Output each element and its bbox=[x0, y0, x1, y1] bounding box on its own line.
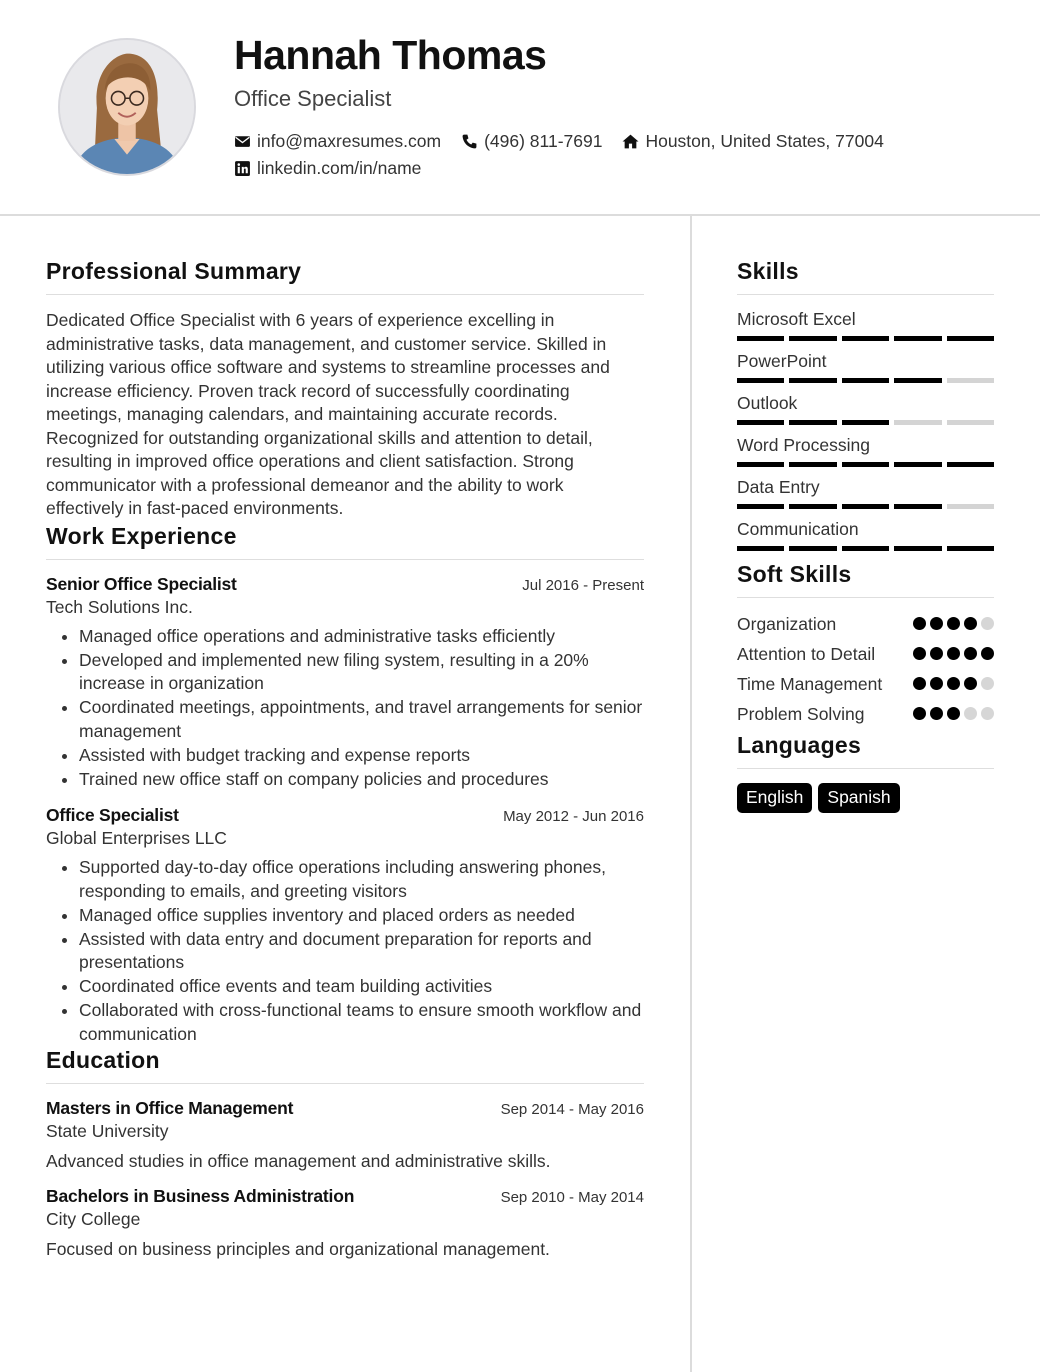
main-column bbox=[46, 258, 644, 1274]
skill-level-segment bbox=[789, 336, 836, 341]
resume-header bbox=[0, 0, 1040, 216]
skill-name: Data Entry bbox=[737, 477, 820, 497]
job-bullet: • Managed office supplies inventory and placed orders as needed bbox=[79, 904, 644, 928]
soft-skill-name: Attention to Detail bbox=[737, 644, 876, 664]
job-date: May 2012 - Jun 2016 bbox=[503, 808, 644, 825]
skill-name: Outlook bbox=[737, 393, 798, 413]
skill-level-segment bbox=[894, 378, 941, 383]
skill-level-bar bbox=[737, 462, 994, 467]
candidate-title: Office Specialist bbox=[234, 86, 392, 111]
education-date: Sep 2010 - May 2014 bbox=[500, 1189, 644, 1206]
linkedin-text: linkedin.com/in/name bbox=[257, 157, 422, 178]
education-heading: Education bbox=[46, 1047, 644, 1084]
soft-skill-item bbox=[737, 612, 994, 636]
job-header bbox=[46, 805, 644, 826]
contact-phone[interactable] bbox=[461, 131, 602, 152]
soft-skill-rating bbox=[913, 617, 994, 630]
location-text: Houston, United States, 77004 bbox=[645, 130, 884, 151]
skill-level-segment bbox=[842, 546, 889, 551]
soft-skill-item bbox=[737, 672, 994, 696]
experience-section bbox=[46, 523, 644, 1047]
column-divider bbox=[690, 216, 692, 1372]
skill-item bbox=[737, 351, 994, 383]
rating-dot bbox=[930, 707, 943, 720]
candidate-name: Hannah Thomas bbox=[234, 32, 547, 78]
rating-dot bbox=[947, 677, 960, 690]
skill-level-segment bbox=[737, 546, 784, 551]
languages-section bbox=[737, 732, 994, 813]
rating-dot bbox=[930, 647, 943, 660]
soft-skills-section bbox=[737, 561, 994, 726]
rating-dot bbox=[947, 647, 960, 660]
skill-name: Communication bbox=[737, 519, 859, 539]
rating-dot bbox=[913, 617, 926, 630]
job-bullet: • Coordinated office events and team building activities bbox=[79, 975, 644, 999]
soft-skill-name: Time Management bbox=[737, 674, 883, 694]
skill-level-segment bbox=[842, 462, 889, 467]
summary-heading: Professional Summary bbox=[46, 258, 644, 295]
skill-level-segment bbox=[894, 462, 941, 467]
education-header bbox=[46, 1186, 644, 1207]
job-title: Senior Office Specialist bbox=[46, 573, 237, 594]
soft-skill-rating bbox=[913, 677, 994, 690]
education-description: Advanced studies in office management and administrative skills. bbox=[46, 1151, 551, 1171]
degree-title: Bachelors in Business Administration bbox=[46, 1186, 355, 1206]
skill-level-segment bbox=[737, 378, 784, 383]
skill-level-segment bbox=[737, 336, 784, 341]
education-section bbox=[46, 1047, 644, 1260]
language-list bbox=[737, 783, 994, 813]
skills-heading: Skills bbox=[737, 258, 994, 295]
rating-dot bbox=[964, 677, 977, 690]
rating-dot bbox=[981, 617, 994, 630]
skill-level-segment bbox=[737, 504, 784, 509]
rating-dot bbox=[947, 617, 960, 630]
rating-dot bbox=[913, 707, 926, 720]
job-bullet: • Developed and implemented new filing system, resulting in a 20% increase in organization bbox=[79, 649, 644, 696]
summary-text: Dedicated Office Specialist with 6 years of experience excelling in administrative tasks, data management, and customer service. Skilled in utilizing various office software and systems to streamline processes and increase efficiency. Proven track record of successfully coordinating meetings, managing calendars, and maintaining accurate records. Recognized for outstanding organizational skills and attention to detail, resulting in improved office operations and client satisfaction. Strong communicator with a professional demeanor and the ability to work effectively in fast-paced environments. bbox=[46, 310, 610, 518]
skills-section bbox=[737, 258, 994, 551]
job-bullet: • Assisted with data entry and document preparation for reports and presentations bbox=[79, 928, 644, 975]
skill-level-segment bbox=[842, 504, 889, 509]
soft-skill-name: Organization bbox=[737, 614, 837, 634]
skill-item bbox=[737, 393, 994, 425]
job-header bbox=[46, 574, 644, 595]
education-entry bbox=[46, 1098, 644, 1172]
soft-skill-rating bbox=[913, 647, 994, 660]
skill-level-segment bbox=[789, 420, 836, 425]
education-description: Focused on business principles and organizational management. bbox=[46, 1239, 550, 1259]
summary-section bbox=[46, 258, 644, 521]
job-bullet: • Supported day-to-day office operations including answering phones, responding to emails, and greeting visitors bbox=[79, 856, 644, 903]
degree-title: Masters in Office Management bbox=[46, 1098, 294, 1118]
contact-info bbox=[234, 129, 1014, 183]
job-entry bbox=[46, 805, 644, 1046]
rating-dot bbox=[913, 647, 926, 660]
job-title: Office Specialist bbox=[46, 805, 179, 825]
education-date: Sep 2014 - May 2016 bbox=[500, 1101, 644, 1118]
skill-level-segment bbox=[842, 336, 889, 341]
job-bullets bbox=[46, 856, 644, 1046]
school-name: State University bbox=[46, 1121, 169, 1141]
soft-skills-list bbox=[737, 612, 994, 726]
linkedin-icon bbox=[234, 160, 251, 177]
job-entry bbox=[46, 574, 644, 792]
skills-list bbox=[737, 309, 994, 551]
job-company: Global Enterprises LLC bbox=[46, 828, 227, 848]
experience-heading: Work Experience bbox=[46, 523, 644, 560]
skill-level-segment bbox=[947, 420, 994, 425]
skill-level-segment bbox=[947, 546, 994, 551]
skill-level-segment bbox=[789, 504, 836, 509]
soft-skill-name: Problem Solving bbox=[737, 704, 865, 724]
sidebar-column bbox=[737, 258, 994, 813]
skill-level-segment bbox=[894, 420, 941, 425]
job-bullet: • Coordinated meetings, appointments, and travel arrangements for senior management bbox=[79, 696, 644, 743]
skill-level-bar bbox=[737, 336, 994, 341]
skill-item bbox=[737, 309, 994, 341]
skill-level-segment bbox=[894, 504, 941, 509]
language-tag: English bbox=[737, 783, 812, 813]
skill-level-segment bbox=[894, 546, 941, 551]
skill-level-segment bbox=[947, 378, 994, 383]
job-bullet: • Managed office operations and administrative tasks efficiently bbox=[79, 625, 644, 649]
skill-item bbox=[737, 435, 994, 467]
contact-linkedin[interactable] bbox=[234, 158, 421, 179]
skill-level-bar bbox=[737, 504, 994, 509]
rating-dot bbox=[913, 677, 926, 690]
job-bullets bbox=[46, 625, 644, 792]
rating-dot bbox=[981, 647, 994, 660]
skill-level-segment bbox=[947, 504, 994, 509]
soft-skill-rating bbox=[913, 707, 994, 720]
job-date: Jul 2016 - Present bbox=[522, 576, 644, 594]
soft-skill-item bbox=[737, 642, 994, 666]
rating-dot bbox=[964, 617, 977, 630]
education-header bbox=[46, 1098, 644, 1119]
contact-email[interactable] bbox=[234, 131, 441, 152]
skill-level-segment bbox=[789, 378, 836, 383]
skill-level-segment bbox=[947, 462, 994, 467]
rating-dot bbox=[964, 707, 977, 720]
skill-name: Word Processing bbox=[737, 435, 870, 455]
school-name: City College bbox=[46, 1209, 141, 1229]
job-bullet: • Assisted with budget tracking and expense reports bbox=[79, 744, 644, 768]
skill-level-segment bbox=[947, 336, 994, 341]
skill-item bbox=[737, 477, 994, 509]
skill-level-segment bbox=[737, 462, 784, 467]
rating-dot bbox=[947, 707, 960, 720]
job-list bbox=[46, 574, 644, 1047]
rating-dot bbox=[981, 677, 994, 690]
skill-name: PowerPoint bbox=[737, 351, 827, 371]
job-bullet: • Collaborated with cross-functional teams to ensure smooth workflow and communication bbox=[79, 999, 644, 1046]
skill-level-segment bbox=[842, 378, 889, 383]
phone-text: (496) 811-7691 bbox=[484, 130, 603, 151]
skill-level-bar bbox=[737, 378, 994, 383]
phone-icon bbox=[461, 133, 478, 150]
rating-dot bbox=[930, 677, 943, 690]
job-company: Tech Solutions Inc. bbox=[46, 596, 193, 617]
rating-dot bbox=[964, 647, 977, 660]
skill-level-bar bbox=[737, 420, 994, 425]
email-text: info@maxresumes.com bbox=[257, 130, 442, 151]
profile-photo bbox=[58, 38, 196, 176]
envelope-icon bbox=[234, 133, 251, 150]
job-bullet: • Trained new office staff on company policies and procedures bbox=[79, 768, 644, 792]
soft-skills-heading: Soft Skills bbox=[737, 561, 994, 598]
rating-dot bbox=[930, 617, 943, 630]
home-icon bbox=[622, 133, 639, 150]
soft-skill-item bbox=[737, 702, 994, 726]
skill-level-segment bbox=[894, 336, 941, 341]
skill-item bbox=[737, 519, 994, 551]
languages-heading: Languages bbox=[737, 732, 994, 769]
skill-name: Microsoft Excel bbox=[737, 309, 856, 329]
education-list bbox=[46, 1098, 644, 1260]
skill-level-bar bbox=[737, 546, 994, 551]
skill-level-segment bbox=[842, 420, 889, 425]
language-tag: Spanish bbox=[818, 783, 899, 813]
rating-dot bbox=[981, 707, 994, 720]
skill-level-segment bbox=[737, 420, 784, 425]
education-entry bbox=[46, 1186, 644, 1260]
skill-level-segment bbox=[789, 546, 836, 551]
contact-location bbox=[622, 131, 883, 152]
skill-level-segment bbox=[789, 462, 836, 467]
